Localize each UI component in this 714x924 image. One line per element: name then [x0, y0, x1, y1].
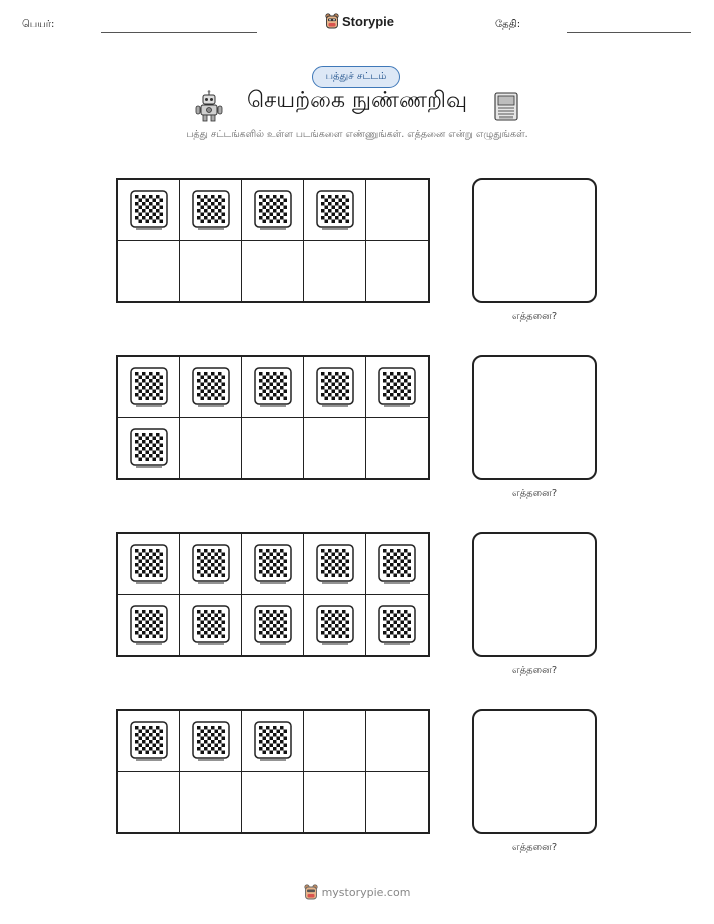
ten-frame-cell: [304, 241, 366, 302]
answer-question: எத்தனை?: [511, 842, 558, 853]
answer-box[interactable]: [472, 532, 597, 657]
ten-frame-cell: [304, 772, 366, 833]
checkered-chip-icon: [378, 605, 416, 645]
name-label: பெயர்:: [22, 19, 55, 30]
ten-frame-cell: [118, 418, 180, 479]
checkered-chip-icon: [192, 721, 230, 761]
ten-frame-cell: [180, 534, 242, 595]
ten-frame-cell: [242, 418, 304, 479]
brand-logo: [325, 13, 394, 29]
ten-frame-cell: [180, 357, 242, 418]
ten-frame: [116, 532, 430, 657]
ten-frame-cell: [304, 534, 366, 595]
ten-frame-cell: [304, 595, 366, 656]
answer-box[interactable]: [472, 709, 597, 834]
page-title: செயற்கை நுண்ணறிவு: [246, 88, 467, 113]
ten-frame-cell: [118, 534, 180, 595]
answer-question: எத்தனை?: [511, 488, 558, 499]
ten-frame-cell: [118, 180, 180, 241]
date-label: தேதி:: [495, 19, 521, 30]
storypie-mascot-icon: [325, 13, 339, 29]
checkered-chip-icon: [254, 605, 292, 645]
ten-frame-cell: [366, 711, 428, 772]
storypie-mascot-icon: [304, 884, 318, 900]
ten-frame-cell: [242, 241, 304, 302]
ten-frame-cell: [118, 711, 180, 772]
ten-frame-cell: [180, 595, 242, 656]
ten-frame-cell: [304, 180, 366, 241]
checkered-chip-icon: [192, 544, 230, 584]
answer-box[interactable]: [472, 355, 597, 480]
ten-frame-cell: [180, 180, 242, 241]
ten-frame-cell: [242, 772, 304, 833]
ten-frame-cell: [242, 357, 304, 418]
checkered-chip-icon: [378, 367, 416, 407]
ten-frame-cell: [118, 241, 180, 302]
checkered-chip-icon: [316, 367, 354, 407]
checkered-chip-icon: [254, 367, 292, 407]
ten-frame-cell: [242, 711, 304, 772]
date-line[interactable]: [567, 32, 691, 33]
checkered-chip-icon: [254, 721, 292, 761]
ten-frame-cell: [242, 534, 304, 595]
checkered-chip-icon: [130, 190, 168, 230]
ten-frame-cell: [366, 180, 428, 241]
instructions: பத்து சட்டங்களில் உள்ள படங்களை எண்ணுங்கள். எத்தனை என்று எழுதுங்கள்.: [186, 129, 528, 140]
checkered-chip-icon: [254, 190, 292, 230]
ten-frame-cell: [118, 772, 180, 833]
checkered-chip-icon: [192, 190, 230, 230]
ten-frame-cell: [242, 595, 304, 656]
ten-frame-cell: [180, 711, 242, 772]
answer-box[interactable]: [472, 178, 597, 303]
checkered-chip-icon: [378, 544, 416, 584]
ten-frame-cell: [366, 357, 428, 418]
ten-frame-cell: [366, 772, 428, 833]
name-line[interactable]: [101, 32, 257, 33]
ten-frame-cell: [366, 418, 428, 479]
checkered-chip-icon: [130, 605, 168, 645]
ten-frame-cell: [366, 595, 428, 656]
ten-frame-cell: [304, 711, 366, 772]
ten-frame-cell: [180, 241, 242, 302]
checkered-chip-icon: [316, 605, 354, 645]
checkered-chip-icon: [254, 544, 292, 584]
topic-badge: பத்துச் சட்டம்: [312, 66, 400, 88]
ten-frame-cell: [118, 357, 180, 418]
checkered-chip-icon: [192, 605, 230, 645]
checkered-chip-icon: [316, 190, 354, 230]
footer: [0, 884, 714, 900]
ten-frame: [116, 355, 430, 480]
ten-frame-cell: [242, 180, 304, 241]
checkered-chip-icon: [130, 367, 168, 407]
brand-name: Storypie: [342, 13, 395, 29]
answer-question: எத்தனை?: [511, 665, 558, 676]
ten-frame-cell: [180, 418, 242, 479]
ten-frame-cell: [304, 418, 366, 479]
checkered-chip-icon: [316, 544, 354, 584]
checkered-chip-icon: [130, 721, 168, 761]
ten-frame-cell: [180, 772, 242, 833]
checkered-chip-icon: [130, 428, 168, 468]
ten-frame: [116, 709, 430, 834]
ten-frame-cell: [118, 595, 180, 656]
checkered-chip-icon: [130, 544, 168, 584]
footer-site: mystorypie.com: [321, 885, 411, 899]
computer-chip-icon: [493, 92, 519, 126]
ten-frame-cell: [366, 534, 428, 595]
answer-question: எத்தனை?: [511, 311, 558, 322]
checkered-chip-icon: [192, 367, 230, 407]
ten-frame-cell: [366, 241, 428, 302]
ten-frame: [116, 178, 430, 303]
ten-frame-cell: [304, 357, 366, 418]
